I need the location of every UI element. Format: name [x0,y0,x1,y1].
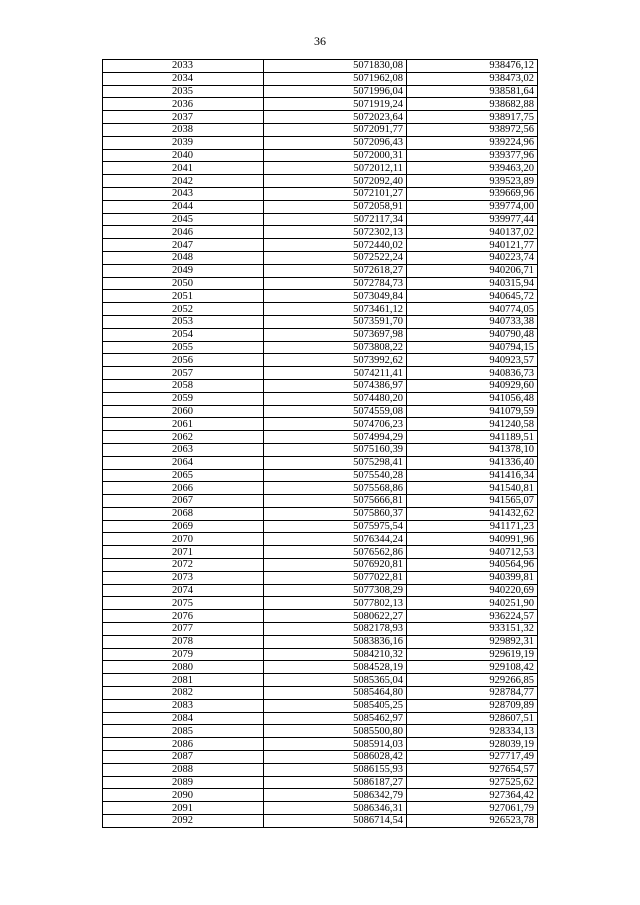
point-number-cell: 2038 [103,123,264,136]
table-row [103,418,538,431]
x-coordinate-cell: 5072784,73 [264,277,407,290]
point-number-cell: 2075 [103,597,264,610]
table-row [103,379,538,392]
y-coordinate-cell: 941240,58 [407,418,538,431]
table-row [103,98,538,111]
table-row [103,251,538,264]
point-number-cell: 2064 [103,456,264,469]
x-coordinate-cell: 5074211,41 [264,367,407,380]
y-coordinate-cell: 929619,19 [407,648,538,661]
table-row [103,699,538,712]
x-coordinate-cell: 5073808,22 [264,341,407,354]
y-coordinate-cell: 939669,96 [407,187,538,200]
x-coordinate-cell: 5074994,29 [264,431,407,444]
x-coordinate-cell: 5075540,28 [264,469,407,482]
y-coordinate-cell: 939463,20 [407,162,538,175]
table-row [103,187,538,200]
table-row [103,354,538,367]
y-coordinate-cell: 928784,77 [407,687,538,700]
point-number-cell: 2076 [103,610,264,623]
point-number-cell: 2065 [103,469,264,482]
x-coordinate-cell: 5072012,11 [264,162,407,175]
table-row [103,482,538,495]
table-row [103,559,538,572]
y-coordinate-cell: 928709,89 [407,699,538,712]
y-coordinate-cell: 939774,00 [407,200,538,213]
x-coordinate-cell: 5080622,27 [264,610,407,623]
y-coordinate-cell: 940929,60 [407,379,538,392]
y-coordinate-cell: 940315,94 [407,277,538,290]
x-coordinate-cell: 5072091,77 [264,123,407,136]
point-number-cell: 2067 [103,495,264,508]
table-row [103,443,538,456]
table-row [103,303,538,316]
y-coordinate-cell: 940564,96 [407,559,538,572]
table-row [103,610,538,623]
y-coordinate-cell: 928039,19 [407,738,538,751]
point-number-cell: 2033 [103,60,264,73]
y-coordinate-cell: 940794,15 [407,341,538,354]
table-row [103,507,538,520]
x-coordinate-cell: 5077022,81 [264,571,407,584]
x-coordinate-cell: 5071919,24 [264,98,407,111]
x-coordinate-cell: 5086346,31 [264,802,407,815]
x-coordinate-cell: 5073992,62 [264,354,407,367]
point-number-cell: 2046 [103,226,264,239]
table-row [103,571,538,584]
x-coordinate-cell: 5072096,43 [264,136,407,149]
point-number-cell: 2045 [103,213,264,226]
y-coordinate-cell: 941540,81 [407,482,538,495]
y-coordinate-cell: 928334,13 [407,725,538,738]
table-row [103,469,538,482]
point-number-cell: 2058 [103,379,264,392]
point-number-cell: 2083 [103,699,264,712]
table-row [103,60,538,73]
table-row [103,456,538,469]
y-coordinate-cell: 941336,40 [407,456,538,469]
table-row [103,776,538,789]
y-coordinate-cell: 939977,44 [407,213,538,226]
x-coordinate-cell: 5086714,54 [264,815,407,828]
y-coordinate-cell: 927061,79 [407,802,538,815]
point-number-cell: 2051 [103,290,264,303]
point-number-cell: 2086 [103,738,264,751]
table-row [103,290,538,303]
y-coordinate-cell: 936224,57 [407,610,538,623]
point-number-cell: 2092 [103,815,264,828]
table-row [103,738,538,751]
y-coordinate-cell: 941378,10 [407,443,538,456]
x-coordinate-cell: 5077802,13 [264,597,407,610]
point-number-cell: 2070 [103,533,264,546]
y-coordinate-cell: 940645,72 [407,290,538,303]
y-coordinate-cell: 940774,05 [407,303,538,316]
point-number-cell: 2074 [103,584,264,597]
x-coordinate-cell: 5075568,86 [264,482,407,495]
point-number-cell: 2078 [103,635,264,648]
table-row [103,341,538,354]
point-number-cell: 2084 [103,712,264,725]
table-row [103,802,538,815]
point-number-cell: 2050 [103,277,264,290]
point-number-cell: 2054 [103,328,264,341]
x-coordinate-cell: 5086028,42 [264,751,407,764]
x-coordinate-cell: 5072023,64 [264,111,407,124]
y-coordinate-cell: 933151,32 [407,623,538,636]
table-row [103,367,538,380]
point-number-cell: 2068 [103,507,264,520]
table-row [103,661,538,674]
table-row [103,763,538,776]
y-coordinate-cell: 939523,89 [407,175,538,188]
point-number-cell: 2077 [103,623,264,636]
y-coordinate-cell: 940206,71 [407,264,538,277]
y-coordinate-cell: 940991,96 [407,533,538,546]
y-coordinate-cell: 938682,88 [407,98,538,111]
y-coordinate-cell: 940790,48 [407,328,538,341]
y-coordinate-cell: 940220,69 [407,584,538,597]
table-row [103,72,538,85]
x-coordinate-cell: 5076562,86 [264,546,407,559]
y-coordinate-cell: 927717,49 [407,751,538,764]
table-row [103,648,538,661]
y-coordinate-cell: 941432,62 [407,507,538,520]
x-coordinate-cell: 5072000,31 [264,149,407,162]
y-coordinate-cell: 940836,73 [407,367,538,380]
x-coordinate-cell: 5084528,19 [264,661,407,674]
y-coordinate-cell: 941056,48 [407,392,538,405]
x-coordinate-cell: 5085365,04 [264,674,407,687]
point-number-cell: 2035 [103,85,264,98]
x-coordinate-cell: 5082178,93 [264,623,407,636]
point-number-cell: 2091 [103,802,264,815]
point-number-cell: 2062 [103,431,264,444]
y-coordinate-cell: 941171,23 [407,520,538,533]
table-row [103,328,538,341]
table-row [103,431,538,444]
table-row [103,175,538,188]
x-coordinate-cell: 5084210,32 [264,648,407,661]
x-coordinate-cell: 5071962,08 [264,72,407,85]
point-number-cell: 2080 [103,661,264,674]
x-coordinate-cell: 5085914,03 [264,738,407,751]
point-number-cell: 2066 [103,482,264,495]
point-number-cell: 2069 [103,520,264,533]
point-number-cell: 2059 [103,392,264,405]
point-number-cell: 2041 [103,162,264,175]
y-coordinate-cell: 941565,07 [407,495,538,508]
table-row [103,136,538,149]
x-coordinate-cell: 5073697,98 [264,328,407,341]
point-number-cell: 2073 [103,571,264,584]
point-number-cell: 2060 [103,405,264,418]
x-coordinate-cell: 5072618,27 [264,264,407,277]
y-coordinate-cell: 927654,57 [407,763,538,776]
point-number-cell: 2039 [103,136,264,149]
table-row [103,495,538,508]
table-row [103,789,538,802]
table-row [103,674,538,687]
table-row [103,712,538,725]
table-row [103,123,538,136]
x-coordinate-cell: 5075860,37 [264,507,407,520]
point-number-cell: 2090 [103,789,264,802]
x-coordinate-cell: 5073591,70 [264,315,407,328]
y-coordinate-cell: 940923,57 [407,354,538,367]
x-coordinate-cell: 5071996,04 [264,85,407,98]
table-row [103,597,538,610]
y-coordinate-cell: 929892,31 [407,635,538,648]
y-coordinate-cell: 938581,64 [407,85,538,98]
point-number-cell: 2082 [103,687,264,700]
point-number-cell: 2043 [103,187,264,200]
y-coordinate-cell: 941189,51 [407,431,538,444]
x-coordinate-cell: 5076344,24 [264,533,407,546]
table-row [103,264,538,277]
point-number-cell: 2089 [103,776,264,789]
point-number-cell: 2081 [103,674,264,687]
table-row [103,226,538,239]
x-coordinate-cell: 5072058,91 [264,200,407,213]
x-coordinate-cell: 5086187,27 [264,776,407,789]
point-number-cell: 2061 [103,418,264,431]
table-row [103,546,538,559]
point-number-cell: 2047 [103,239,264,252]
y-coordinate-cell: 940733,38 [407,315,538,328]
x-coordinate-cell: 5074706,23 [264,418,407,431]
table-row [103,687,538,700]
x-coordinate-cell: 5074480,20 [264,392,407,405]
y-coordinate-cell: 929266,85 [407,674,538,687]
x-coordinate-cell: 5076920,81 [264,559,407,572]
table-row [103,315,538,328]
y-coordinate-cell: 928607,51 [407,712,538,725]
x-coordinate-cell: 5072092,40 [264,175,407,188]
point-number-cell: 2042 [103,175,264,188]
table-row [103,213,538,226]
point-number-cell: 2087 [103,751,264,764]
x-coordinate-cell: 5074559,08 [264,405,407,418]
y-coordinate-cell: 929108,42 [407,661,538,674]
y-coordinate-cell: 940399,81 [407,571,538,584]
x-coordinate-cell: 5086155,93 [264,763,407,776]
y-coordinate-cell: 926523,78 [407,815,538,828]
y-coordinate-cell: 938917,75 [407,111,538,124]
y-coordinate-cell: 940712,53 [407,546,538,559]
point-number-cell: 2055 [103,341,264,354]
table-row [103,111,538,124]
table-row [103,149,538,162]
table-row [103,85,538,98]
table-row [103,533,538,546]
point-number-cell: 2040 [103,149,264,162]
x-coordinate-cell: 5085464,80 [264,687,407,700]
x-coordinate-cell: 5073461,12 [264,303,407,316]
x-coordinate-cell: 5072522,24 [264,251,407,264]
x-coordinate-cell: 5072117,34 [264,213,407,226]
y-coordinate-cell: 940223,74 [407,251,538,264]
table-row [103,635,538,648]
x-coordinate-cell: 5072101,27 [264,187,407,200]
x-coordinate-cell: 5085462,97 [264,712,407,725]
table-row [103,405,538,418]
table-row [103,162,538,175]
y-coordinate-cell: 938476,12 [407,60,538,73]
x-coordinate-cell: 5074386,97 [264,379,407,392]
x-coordinate-cell: 5075975,54 [264,520,407,533]
x-coordinate-cell: 5085405,25 [264,699,407,712]
point-number-cell: 2063 [103,443,264,456]
x-coordinate-cell: 5085500,80 [264,725,407,738]
page-number: 36 [314,34,326,48]
point-number-cell: 2048 [103,251,264,264]
table-row [103,239,538,252]
point-number-cell: 2052 [103,303,264,316]
y-coordinate-cell: 938972,56 [407,123,538,136]
table-row [103,520,538,533]
y-coordinate-cell: 941079,59 [407,405,538,418]
x-coordinate-cell: 5071830,08 [264,60,407,73]
point-number-cell: 2036 [103,98,264,111]
point-number-cell: 2079 [103,648,264,661]
table-row [103,277,538,290]
x-coordinate-cell: 5075666,81 [264,495,407,508]
table-row [103,725,538,738]
point-number-cell: 2071 [103,546,264,559]
x-coordinate-cell: 5075298,41 [264,456,407,469]
x-coordinate-cell: 5077308,29 [264,584,407,597]
y-coordinate-cell: 927364,42 [407,789,538,802]
y-coordinate-cell: 941416,34 [407,469,538,482]
table-row [103,751,538,764]
table-row [103,200,538,213]
y-coordinate-cell: 938473,02 [407,72,538,85]
table-row [103,584,538,597]
y-coordinate-cell: 939224,96 [407,136,538,149]
point-number-cell: 2056 [103,354,264,367]
table-row [103,392,538,405]
x-coordinate-cell: 5075160,39 [264,443,407,456]
point-number-cell: 2088 [103,763,264,776]
point-number-cell: 2057 [103,367,264,380]
x-coordinate-cell: 5086342,79 [264,789,407,802]
y-coordinate-cell: 939377,96 [407,149,538,162]
table-row [103,815,538,828]
x-coordinate-cell: 5083836,16 [264,635,407,648]
point-number-cell: 2049 [103,264,264,277]
x-coordinate-cell: 5072440,02 [264,239,407,252]
coordinates-table-body [103,60,538,828]
table-row [103,623,538,636]
y-coordinate-cell: 940137,02 [407,226,538,239]
coordinates-table [102,59,538,828]
y-coordinate-cell: 927525,62 [407,776,538,789]
point-number-cell: 2085 [103,725,264,738]
point-number-cell: 2044 [103,200,264,213]
y-coordinate-cell: 940251,90 [407,597,538,610]
x-coordinate-cell: 5072302,13 [264,226,407,239]
point-number-cell: 2037 [103,111,264,124]
point-number-cell: 2053 [103,315,264,328]
x-coordinate-cell: 5073049,84 [264,290,407,303]
point-number-cell: 2072 [103,559,264,572]
point-number-cell: 2034 [103,72,264,85]
y-coordinate-cell: 940121,77 [407,239,538,252]
